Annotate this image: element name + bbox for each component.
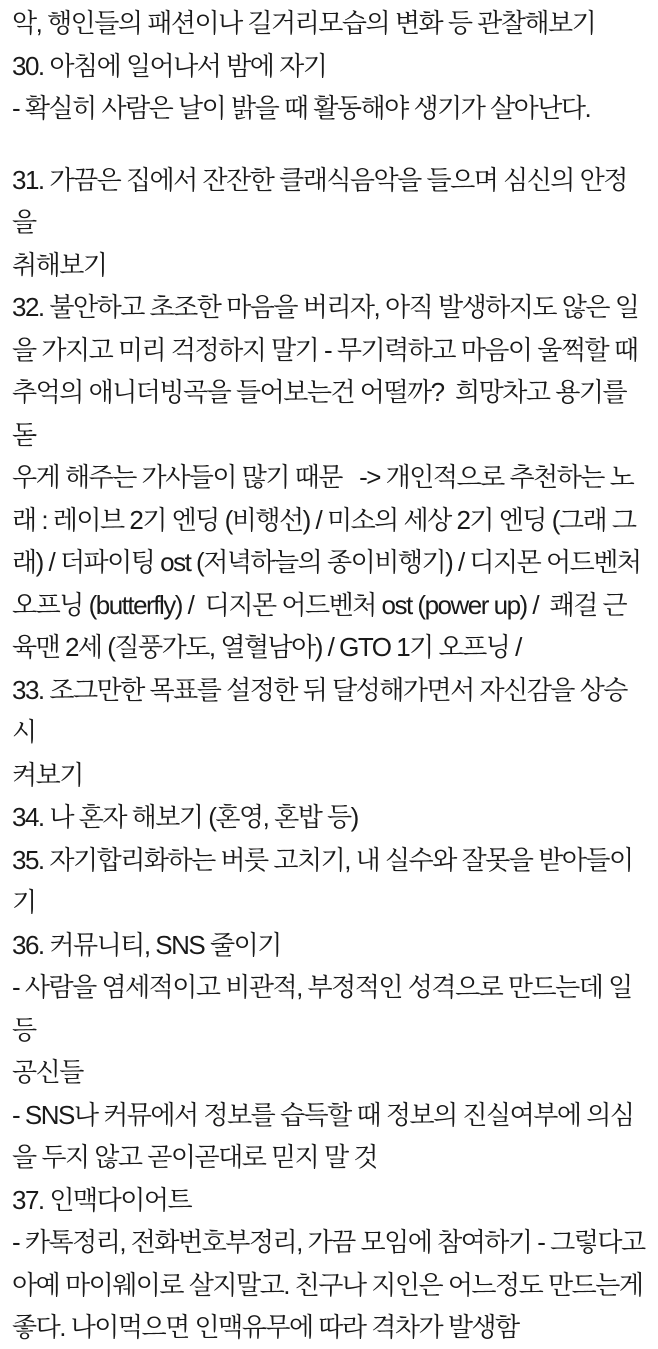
text-line: - 확실히 사람은 날이 밝을 때 활동해야 생기가 살아난다.	[12, 93, 591, 123]
text-line: 켜보기	[12, 759, 83, 790]
text-line: 우게 해주는 가사들이 많기 때문 -> 개인적으로 추천하는 노	[12, 462, 634, 492]
text-line: 좋다. 나이먹으면 인맥유무에 따라 격차가 발생함	[12, 1312, 519, 1342]
text-line: 34. 나 혼자 해보기 (혼영, 혼밥 등)	[12, 802, 358, 832]
text-line: 37. 인맥다이어트	[12, 1184, 192, 1215]
text-line: 래 : 레이브 2기 엔딩 (비행선) / 미소의 세상 2기 엔딩 (그래 그	[12, 504, 636, 535]
text-line: 33. 조그만한 목표를 설정한 뒤 달성해가면서 자신감을 상승시	[12, 674, 627, 747]
text-line: 35. 자기합리화하는 버릇 고치기, 내 실수와 잘못을 받아들이기	[12, 844, 633, 917]
text-line: - SNS나 커뮤에서 정보를 습득할 때 정보의 진실여부에 의심	[12, 1099, 634, 1130]
text-line: - 카톡정리, 전화번호부정리, 가끔 모임에 참여하기 - 그렇다고	[12, 1227, 645, 1257]
paragraph-spacer	[12, 130, 648, 159]
text-line: - 사람을 염세적이고 비관적, 부정적인 성격으로 만드는데 일등	[12, 972, 632, 1045]
text-line: 추억의 애니더빙곡을 들어보는건 어떨까? 희망차고 용기를 돋	[12, 377, 632, 450]
text-line: 을 가지고 미리 걱정하지 말기 - 무기력하고 마음이 울쩍할 때	[12, 334, 638, 365]
text-line: 오프닝 (butterfly) / 디지몬 어드벤처 ost (power up) / 쾌걸 근	[12, 589, 627, 620]
text-line: 공신들	[12, 1057, 83, 1087]
text-line: 취해보기	[12, 249, 107, 280]
text-line: 래) / 더파이팅 ost (저녁하늘의 종이비행기) / 디지몬 어드벤처	[12, 547, 641, 577]
text-line: 36. 커뮤니티, SNS 줄이기	[12, 929, 281, 960]
text-line: 32. 불안하고 초조한 마음을 버리자, 아직 발생하지도 않은 일	[12, 292, 639, 322]
text-line: 31. 가끔은 집에서 잔잔한 클래식음악을 들으며 심신의 안정을	[12, 164, 627, 237]
text-line: 30. 아침에 일어나서 밤에 자기	[12, 50, 327, 81]
text-line: 아예 마이웨이로 살지말고. 친구나 지인은 어느정도 만드는게	[12, 1269, 643, 1300]
text-line: 악, 행인들의 패션이나 길거리모습의 변화 등 관찰해보기	[12, 8, 596, 38]
text-line: 을 두지 않고 곧이곧대로 믿지 말 것	[12, 1142, 377, 1172]
text-line: 육맨 2세 (질풍가도, 열혈남아) / GTO 1기 오프닝 /	[12, 632, 521, 662]
